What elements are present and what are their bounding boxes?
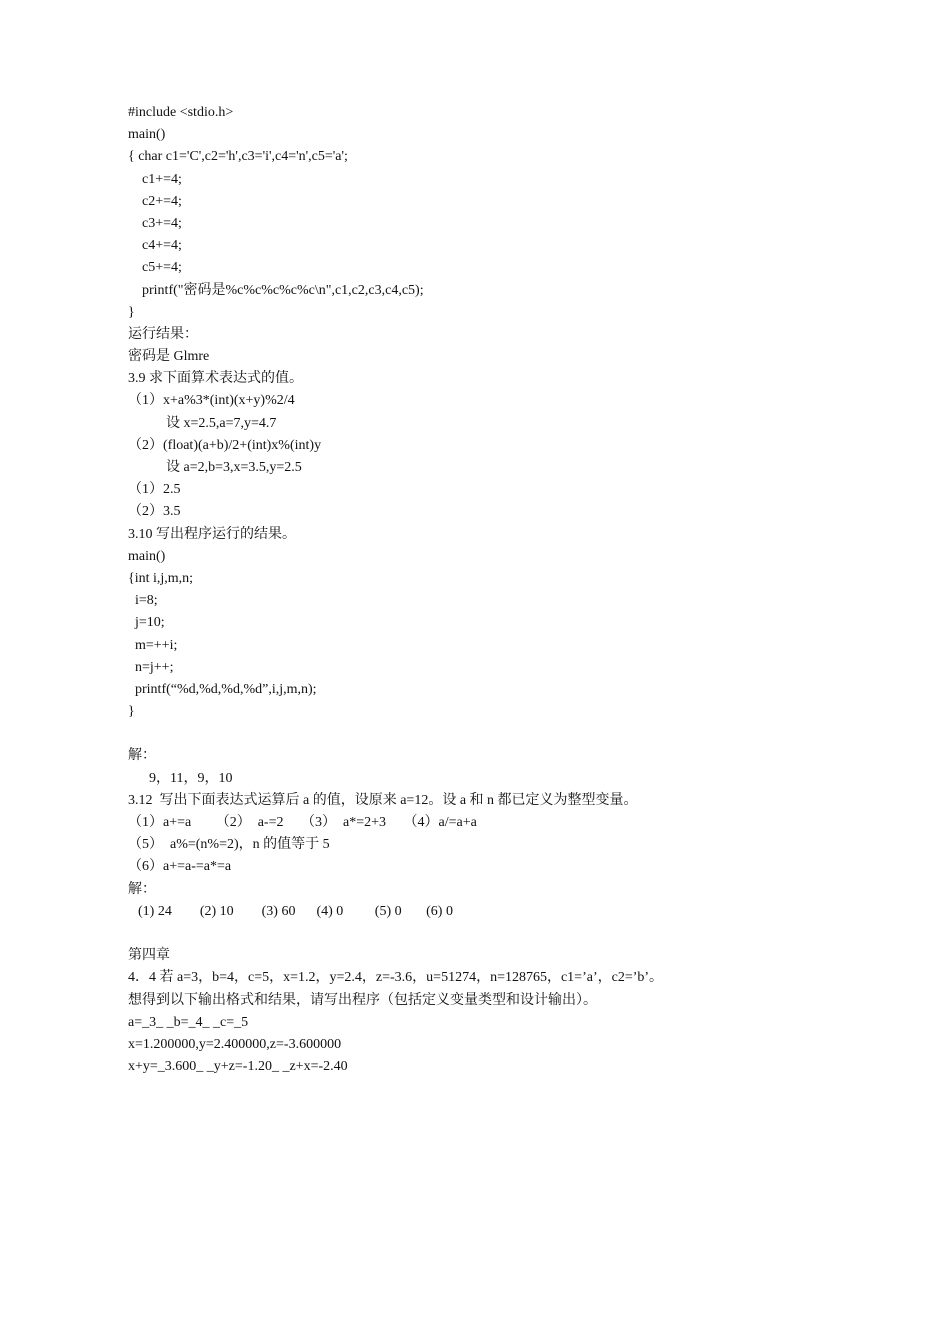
output-line: x=1.200000,y=2.400000,z=-3.600000 [128, 1036, 342, 1052]
output-line: a=_3_ _b=_4_ _c=_5 [128, 1014, 249, 1030]
text-line: （1）x+a%3*(int)(x+y)%2/4 [128, 393, 295, 409]
section-heading: 3.12 写出下面表达式运算后 a 的值，设原来 a=12。设 a 和 n 都已定义为整型变量。 [128, 792, 638, 808]
code-line: } [128, 704, 135, 720]
code-line: j=10; [135, 615, 165, 631]
code-line: c1+=4; [142, 171, 182, 187]
code-line: main() [128, 548, 166, 564]
output-line: x+y=_3.600_ _y+z=-1.20_ _z+x=-2.40 [128, 1059, 348, 1075]
text-line: （2）(float)(a+b)/2+(int)x%(int)y [128, 437, 322, 453]
text-line: 想得到以下输出格式和结果，请写出程序（包括定义变量类型和设计输出）。 [128, 992, 597, 1008]
answer-line: （2）3.5 [128, 504, 181, 520]
section-heading: 3.10 写出程序运行的结果。 [128, 526, 296, 542]
code-line: c3+=4; [142, 215, 182, 231]
text-line: 设 x=2.5,a=7,y=4.7 [166, 415, 277, 431]
code-line: { char c1='C',c2='h',c3='i',c4='n',c5='a'; [128, 149, 348, 165]
answer-line: 9，11，9，10 [149, 770, 233, 786]
code-line: i=8; [135, 593, 158, 609]
code-line: {int i,j,m,n; [128, 570, 194, 586]
section-heading: 4．4 若 a=3，b=4，c=5，x=1.2，y=2.4，z=-3.6，u=51274，n=128765，c1=’a’，c2=’b’。 [128, 970, 664, 986]
code-line: #include <stdio.h> [128, 105, 234, 120]
text-line: （1）a+=a （2） a-=2 （3） a*=2+3 （4）a/=a+a [128, 815, 477, 830]
section-heading: 3.9 求下面算术表达式的值。 [128, 371, 303, 387]
text-line: （5） a%=(n%=2)，n 的值等于 5 [128, 837, 330, 853]
text-line: 解： [128, 748, 156, 764]
code-line: c4+=4; [142, 238, 182, 254]
answer-line: (1) 24 (2) 10 (3) 60 (4) 0 (5) 0 (6) 0 [138, 903, 453, 919]
answer-line: （1）2.5 [128, 482, 181, 498]
code-line: n=j++; [135, 659, 174, 675]
blank-line [128, 923, 828, 945]
code-line: main() [128, 127, 166, 143]
chapter-heading: 第四章 [128, 948, 170, 964]
code-line: c2+=4; [142, 193, 182, 209]
code-line: m=++i; [135, 637, 178, 653]
code-line: } [128, 304, 135, 320]
code-line: c5+=4; [142, 260, 182, 276]
text-line: 设 a=2,b=3,x=3.5,y=2.5 [166, 460, 302, 475]
code-line: printf("密码是%c%c%c%c%c\n",c1,c2,c3,c4,c5); [142, 282, 424, 298]
blank-line [128, 723, 828, 745]
text-line: 运行结果： [128, 326, 198, 342]
code-line: printf(“%d,%d,%d,%d”,i,j,m,n); [135, 681, 317, 697]
text-line: 密码是 Glmre [128, 349, 210, 365]
text-line: 解： [128, 881, 156, 897]
document-body [128, 102, 828, 1078]
text-line: （6）a+=a-=a*=a [128, 859, 232, 875]
